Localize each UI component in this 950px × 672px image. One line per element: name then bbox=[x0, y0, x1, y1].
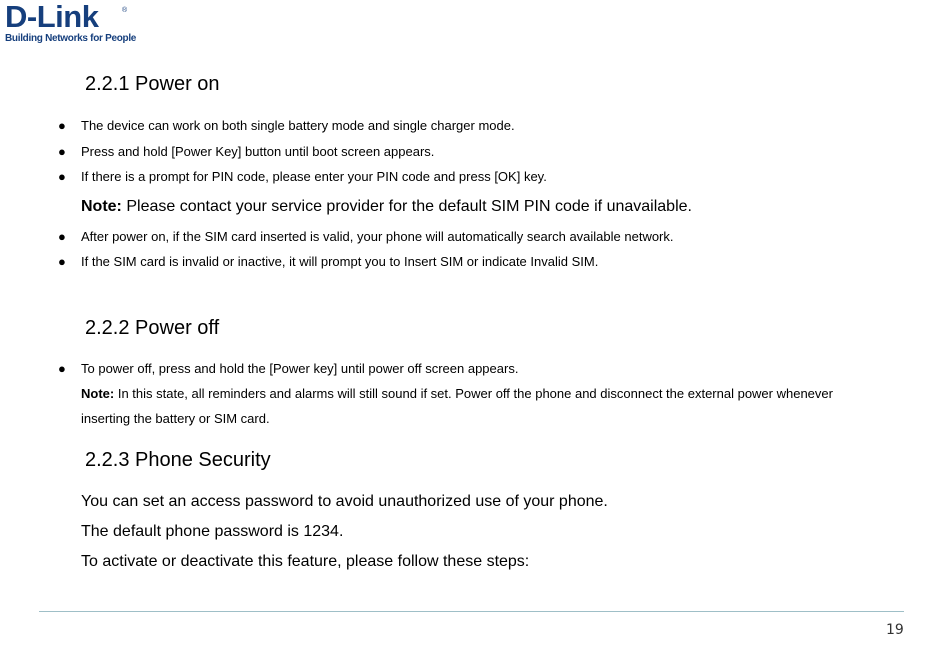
note-text: In this state, all reminders and alarms will still sound if set. Power off the phone and disconnect the external power whenever bbox=[114, 386, 833, 401]
page-number: 19 bbox=[886, 622, 904, 638]
list-item-text: The device can work on both single battery mode and single charger mode. bbox=[81, 118, 515, 133]
note-label: Note: bbox=[81, 386, 115, 401]
bullet-dot-icon: ● bbox=[58, 118, 66, 133]
note-label: Note: bbox=[81, 198, 122, 215]
heading-power-off: 2.2.2 Power off bbox=[85, 317, 220, 339]
note-pin bbox=[81, 197, 692, 217]
note-power-off bbox=[81, 386, 833, 402]
heading-phone-security: 2.2.3 Phone Security bbox=[85, 449, 271, 471]
list-item-text: To power off, press and hold the [Power key] until power off screen appears. bbox=[81, 361, 519, 376]
bullet-dot-icon: ● bbox=[58, 361, 66, 376]
logo-registered-mark: ® bbox=[122, 7, 128, 14]
bullet-dot-icon: ● bbox=[58, 144, 66, 159]
note-power-off-continued: inserting the battery or SIM card. bbox=[81, 411, 270, 426]
list-item-text: After power on, if the SIM card inserted is valid, your phone will automatically search available network. bbox=[81, 229, 674, 244]
logo-tagline: Building Networks for People bbox=[5, 33, 137, 44]
footer-divider bbox=[39, 611, 904, 612]
paragraph: You can set an access password to avoid unauthorized use of your phone. bbox=[81, 493, 608, 510]
logo-wordmark: D-Link bbox=[5, 0, 99, 34]
dlink-logo bbox=[5, 0, 137, 46]
paragraph: The default phone password is 1234. bbox=[81, 523, 344, 540]
list-item-text: Press and hold [Power Key] button until boot screen appears. bbox=[81, 144, 435, 159]
note-text: Please contact your service provider for the default SIM PIN code if unavailable. bbox=[121, 198, 692, 215]
bullet-dot-icon: ● bbox=[58, 169, 66, 184]
list-item-text: If the SIM card is invalid or inactive, it will prompt you to Insert SIM or indicate Invalid SIM. bbox=[81, 254, 599, 269]
bullet-dot-icon: ● bbox=[58, 254, 66, 269]
list-item-text: If there is a prompt for PIN code, please enter your PIN code and press [OK] key. bbox=[81, 169, 547, 184]
paragraph: To activate or deactivate this feature, please follow these steps: bbox=[81, 553, 530, 570]
bullet-dot-icon: ● bbox=[58, 229, 66, 244]
heading-power-on: 2.2.1 Power on bbox=[85, 73, 220, 95]
